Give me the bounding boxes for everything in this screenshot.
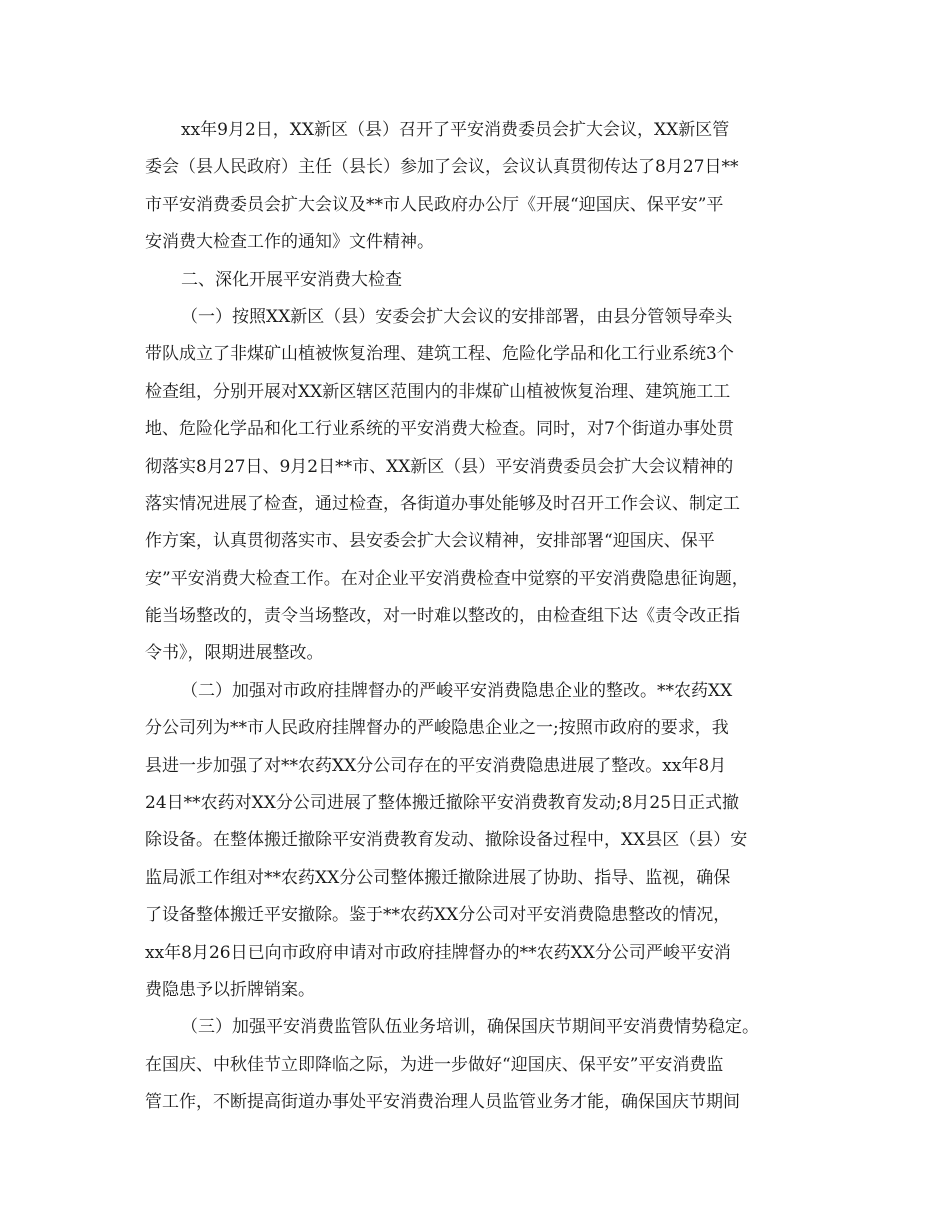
text-line: 二、深化开展平安消费大检查 — [181, 269, 402, 290]
text-line: 费隐患予以折牌销案。 — [145, 979, 315, 1000]
text-line: 带队成立了非煤矿山植被恢复治理、建筑工程、危险化学品和化工行业系统3个 — [145, 344, 734, 365]
text-line: 监局派工作组对**农药XX分公司整体搬迁撤除进展了协助、指导、监视，确保 — [145, 867, 731, 888]
text-line: 令书》，限期进展整改。 — [145, 643, 324, 664]
text-line: 分公司列为**市人民政府挂牌督办的严峻隐患企业之一;按照市政府的要求，我 — [145, 718, 729, 739]
text-line: 管工作，不断提高街道办事处平安消费治理人员监管业务才能，确保国庆节期间 — [145, 1092, 740, 1113]
text-line: （一）按照XX新区（县）安委会扩大会议的安排部署，由县分管领导牵头 — [181, 306, 733, 327]
text-line: 除设备。在整体搬迁撤除平安消费教育发动、撤除设备过程中，XX县区（县）安 — [145, 830, 748, 851]
text-line: 地、危险化学品和化工行业系统的平安消费大检查。同时，对7个街道办事处贯 — [145, 419, 734, 440]
text-line: 彻落实8月27日、9月2日**市、XX新区（县）平安消费委员会扩大会议精神的 — [145, 456, 734, 477]
text-line: 能当场整改的，责令当场整改，对一时难以整改的，由检查组下达《责令改正指 — [145, 606, 740, 627]
text-line: 了设备整体搬迁平安撤除。鉴于**农药XX分公司对平安消费隐患整改的情况， — [145, 905, 731, 926]
text-line: 24日**农药对XX分公司进展了整体搬迁撤除平安消费教育发动;8月25日正式撤 — [145, 793, 740, 814]
text-line: 县进一步加强了对**农药XX分公司存在的平安消费隐患进展了整改。xx年8月 — [145, 755, 727, 776]
text-line: xx年9月2日，XX新区（县）召开了平安消费委员会扩大会议，XX新区管 — [181, 120, 730, 140]
text-line: 安消费大检查工作的通知》文件精神。 — [145, 232, 434, 253]
text-line: （二）加强对市政府挂牌督办的严峻平安消费隐患企业的整改。**农药XX — [181, 680, 733, 701]
text-line: 在国庆、中秋佳节立即降临之际，为进一步做好“迎国庆、保平安”平安消费监 — [145, 1054, 724, 1075]
text-line: 安”平安消费大检查工作。在对企业平安消费检查中觉察的平安消费隐患征询题， — [145, 568, 749, 589]
text-line: （三）加强平安消费监管队伍业务培训，确保国庆节期间平安消费情势稳定。 — [181, 1017, 759, 1038]
text-line: 市平安消费委员会扩大会议及**市人民政府办公厅《开展“迎国庆、保平安”平 — [145, 194, 724, 215]
text-line: 作方案，认真贯彻落实市、县安委会扩大会议精神，安排部署“迎国庆、保平 — [145, 531, 715, 552]
document-body — [145, 112, 815, 1122]
text-line: 落实情况进展了检查，通过检查，各街道办事处能够及时召开工作会议、制定工 — [145, 493, 740, 514]
text-line: 委会（县人民政府）主任（县长）参加了会议，会议认真贯彻传达了8月27日** — [145, 157, 739, 178]
text-line: xx年8月26日已向市政府申请对市政府挂牌督办的**农药XX分公司严峻平安消 — [145, 942, 731, 963]
text-line: 检查组，分别开展对XX新区辖区范围内的非煤矿山植被恢复治理、建筑施工工 — [145, 381, 731, 402]
